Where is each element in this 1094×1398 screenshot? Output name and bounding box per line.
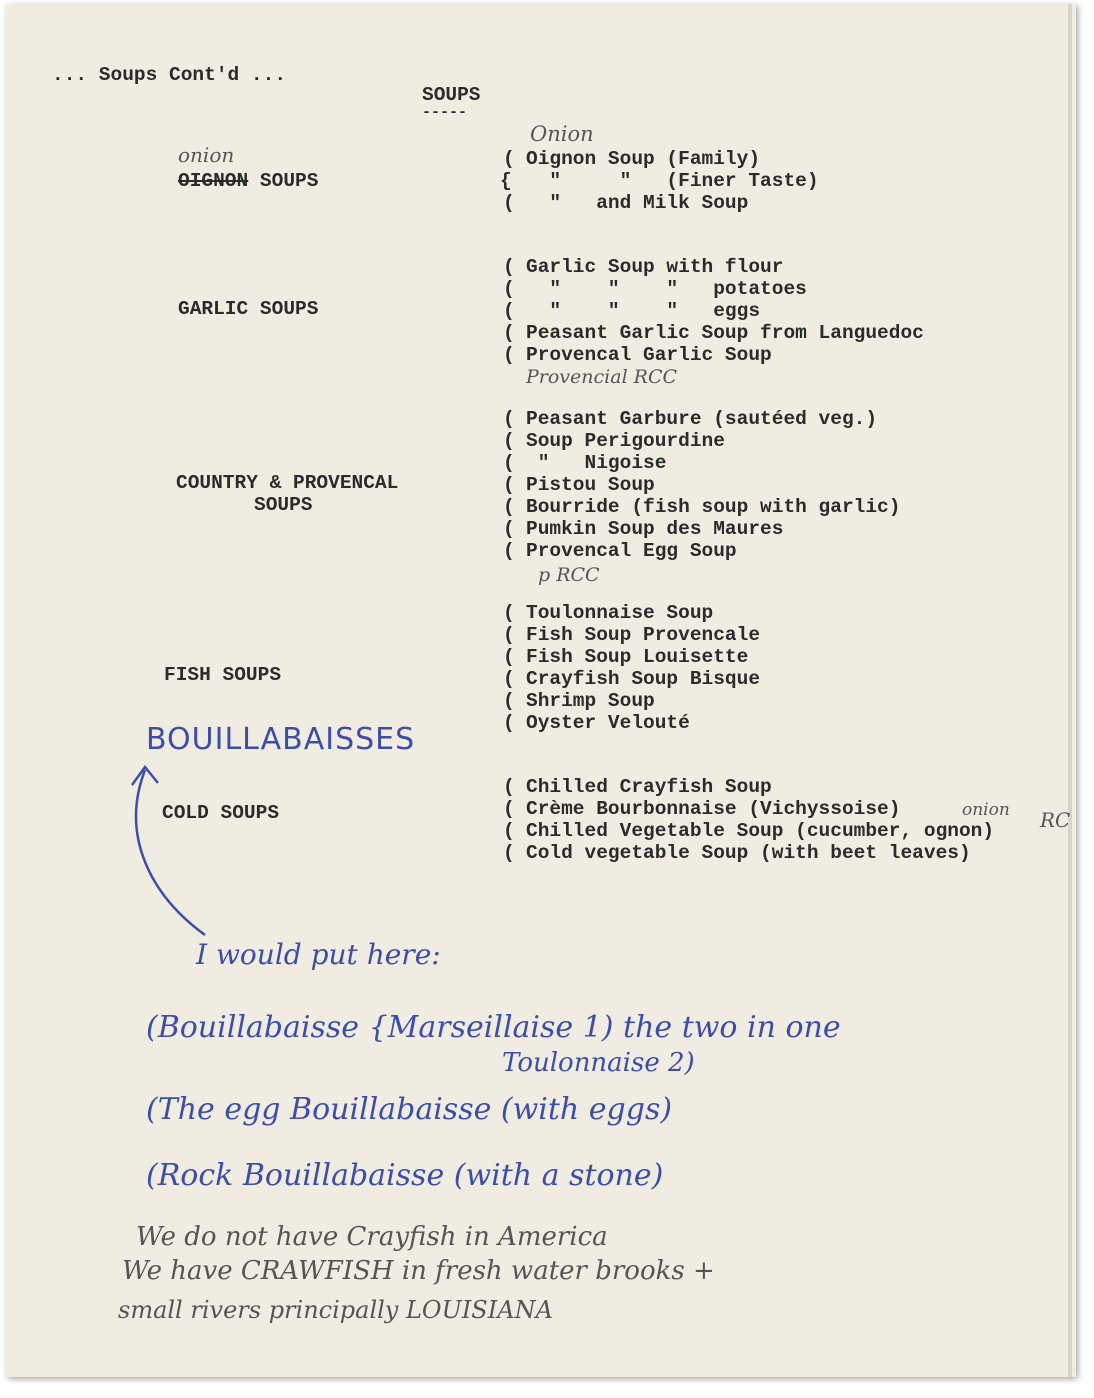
handwritten-note: Provencial RCC: [526, 366, 678, 388]
category-label: COLD SOUPS: [162, 802, 280, 824]
category-label: [178, 170, 318, 192]
list-item: Bourride (fish soup with garlic): [526, 496, 901, 518]
list-item: " and Milk Soup: [526, 192, 749, 214]
handwritten-line: (Rock Bouillabaisse (with a stone): [146, 1158, 664, 1193]
title-underline: -----: [422, 104, 468, 121]
page-title: SOUPS: [422, 84, 481, 106]
list-item: Fish Soup Louisette: [526, 646, 749, 668]
handwritten-heading: BOUILLABAISSES: [146, 722, 416, 757]
paren: (: [503, 496, 515, 518]
paren: (: [503, 776, 515, 798]
list-item: Chilled Vegetable Soup (cucumber, ognon): [526, 820, 995, 842]
paren: (: [503, 408, 515, 430]
paren: (: [503, 300, 515, 322]
list-item: Soup Perigourdine: [526, 430, 725, 452]
continued-header: ... Soups Cont'd ...: [52, 64, 287, 86]
list-item: Garlic Soup with flour: [526, 256, 784, 278]
brace: {: [500, 170, 512, 192]
list-item: Crayfish Soup Bisque: [526, 668, 761, 690]
category-rest: SOUPS: [248, 170, 319, 192]
paren: (: [503, 518, 515, 540]
category-label: COUNTRY & PROVENCAL: [176, 472, 399, 494]
paren: (: [503, 344, 515, 366]
paren: (: [503, 474, 515, 496]
list-item: " " " eggs: [526, 300, 761, 322]
handwritten-note-onion: onion: [962, 800, 1010, 820]
page-edge: [1068, 4, 1072, 1377]
category-label: GARLIC SOUPS: [178, 298, 319, 320]
list-item: " Nigoise: [526, 452, 667, 474]
paren: (: [503, 646, 515, 668]
paren: (: [503, 452, 515, 474]
handwritten-line: (Bouillabaisse {Marseillaise 1) the two in one: [146, 1010, 841, 1045]
arrow-icon: [110, 755, 230, 945]
list-item: Shrimp Soup: [526, 690, 655, 712]
category-label: FISH SOUPS: [164, 664, 282, 686]
paren: (: [503, 322, 515, 344]
list-item: Provencal Garlic Soup: [526, 344, 772, 366]
list-item: Pumkin Soup des Maures: [526, 518, 784, 540]
paren: (: [503, 602, 515, 624]
handwritten-note: p RCC: [538, 564, 600, 586]
list-item: " " (Finer Taste): [526, 170, 819, 192]
category-label-line2: SOUPS: [254, 494, 313, 516]
paren: (: [503, 712, 515, 734]
paren: (: [503, 690, 515, 712]
list-item: Pistou Soup: [526, 474, 655, 496]
handwritten-note-rc: RC: [1040, 808, 1071, 832]
list-item: " " " potatoes: [526, 278, 807, 300]
paren: (: [503, 624, 515, 646]
list-item: Fish Soup Provencale: [526, 624, 761, 646]
paren: (: [503, 278, 515, 300]
pencil-note: small rivers principally LOUISIANA: [118, 1296, 553, 1324]
list-item: Cold vegetable Soup (with beet leaves): [526, 842, 971, 864]
list-item: Oignon Soup (Family): [526, 148, 761, 170]
list-item: Peasant Garlic Soup from Languedoc: [526, 322, 924, 344]
pencil-note: We have CRAWFISH in fresh water brooks +: [122, 1256, 715, 1286]
handwritten-intro: I would put here:: [196, 938, 441, 971]
paren: (: [503, 798, 515, 820]
list-item: Chilled Crayfish Soup: [526, 776, 772, 798]
handwritten-line: Toulonnaise 2): [502, 1048, 695, 1078]
paren: (: [503, 148, 515, 170]
paren: (: [503, 430, 515, 452]
paren: (: [503, 842, 515, 864]
list-item: Toulonnaise Soup: [526, 602, 714, 624]
paren: (: [503, 192, 515, 214]
paren: (: [503, 668, 515, 690]
pencil-note: We do not have Crayfish in America: [136, 1222, 608, 1252]
item-annotation-onion: Onion: [530, 122, 594, 146]
handwritten-line: (The egg Bouillabaisse (with eggs): [146, 1092, 673, 1127]
category-annotation-onion: onion: [178, 143, 235, 167]
category-struck-word: OIGNON: [178, 170, 249, 192]
list-item: Crème Bourbonnaise (Vichyssoise): [526, 798, 901, 820]
list-item: Oyster Velouté: [526, 712, 690, 734]
list-item: Provencal Egg Soup: [526, 540, 737, 562]
list-item: Peasant Garbure (sautéed veg.): [526, 408, 878, 430]
paren: (: [503, 540, 515, 562]
paren: (: [503, 256, 515, 278]
paren: (: [503, 820, 515, 842]
